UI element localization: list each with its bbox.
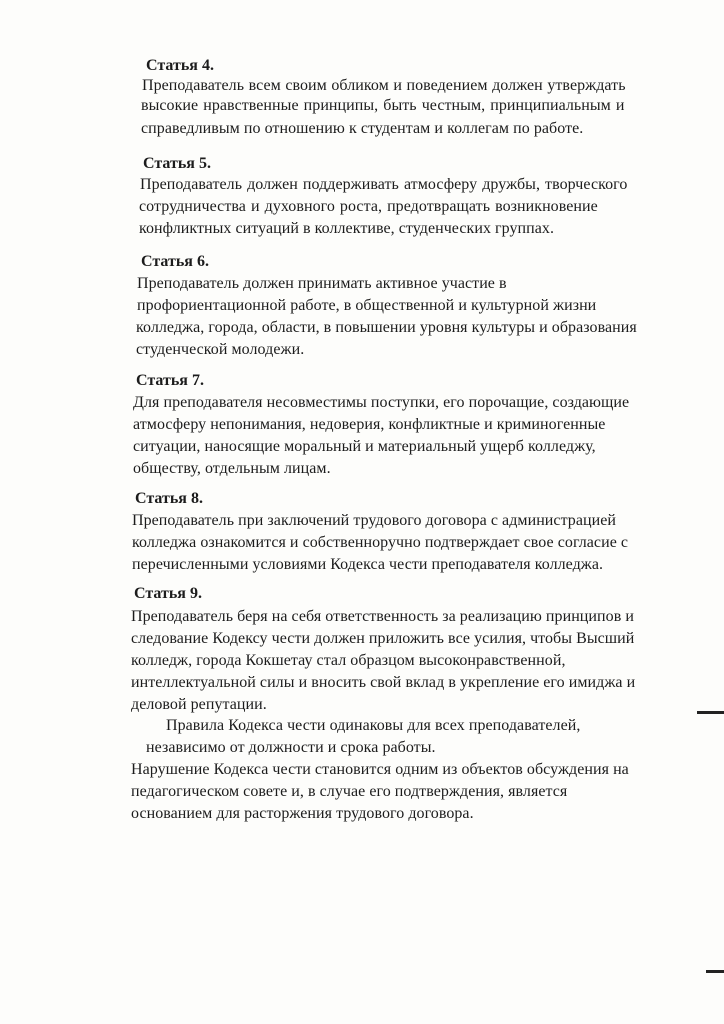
article-5-line: Преподаватель должен поддерживать атмосферу дружбы, творческого bbox=[140, 176, 628, 193]
article-5-heading: Статья 5. bbox=[143, 155, 211, 172]
article-9-line: колледж, города Кокшетау стал образцом высоконравственной, bbox=[131, 652, 566, 669]
article-4-line: справедливым по отношению к студентам и коллегам по работе. bbox=[141, 120, 584, 137]
article-9-line: интеллектуальной силы и вносить свой вклад в укрепление его имиджа и bbox=[131, 674, 636, 691]
article-6-heading: Статья 6. bbox=[141, 253, 209, 270]
article-4-heading: Статья 4. bbox=[146, 57, 214, 74]
article-8-heading: Статья 8. bbox=[135, 490, 203, 507]
article-6-line: Преподаватель должен принимать активное участие в bbox=[137, 275, 507, 292]
article-9-line: Преподаватель беря на себя ответственность за реализацию принципов и bbox=[131, 608, 634, 625]
article-7-line: ситуации, наносящие моральный и материальный ущерб колледжу, bbox=[133, 438, 596, 455]
article-7-heading: Статья 7. bbox=[136, 372, 204, 389]
article-8-line: колледжа ознакомится и собственноручно подтверждает свое согласие с bbox=[132, 534, 629, 551]
article-9-line: педагогическом совете и, в случае его подтверждения, является bbox=[131, 783, 568, 800]
scan-edge-mark bbox=[697, 711, 724, 714]
article-6-line: профориентационной работе, в общественной и культурной жизни bbox=[137, 297, 597, 314]
article-5-line: сотрудничества и духовного роста, предотвращать возникновение bbox=[139, 198, 598, 215]
article-9-line: независимо от должности и срока работы. bbox=[146, 739, 436, 756]
article-8-line: перечисленными условиями Кодекса чести преподавателя колледжа. bbox=[132, 556, 604, 573]
article-7-line: обществу, отдельным лицам. bbox=[133, 460, 331, 477]
article-9-line: Правила Кодекса чести одинаковы для всех преподавателей, bbox=[166, 717, 581, 734]
article-4-line: Преподаватель всем своим обликом и поведением должен утверждать bbox=[142, 77, 626, 94]
article-8-line: Преподаватель при заключений трудового договора с администрацией bbox=[132, 512, 616, 529]
article-9-line: Нарушение Кодекса чести становится одним из объектов обсуждения на bbox=[131, 761, 629, 778]
article-6-line: колледжа, города, области, в повышении уровня культуры и образования bbox=[136, 319, 637, 336]
article-7-line: атмосферу непонимания, недоверия, конфликтные и криминогенные bbox=[133, 416, 606, 433]
article-9-line: следование Кодексу чести должен приложить все усилия, чтобы Высший bbox=[131, 630, 635, 647]
article-4-line: высокие нравственные принципы, быть честным, принципиальным и bbox=[141, 97, 625, 114]
article-9-line: основанием для расторжения трудового договора. bbox=[131, 805, 474, 822]
article-9-heading: Статья 9. bbox=[134, 585, 202, 602]
article-9-line: деловой репутации. bbox=[131, 696, 267, 713]
article-7-line: Для преподавателя несовместимы поступки, его порочащие, создающие bbox=[133, 394, 630, 411]
article-6-line: студенческой молодежи. bbox=[136, 341, 305, 358]
scan-edge-mark bbox=[706, 970, 724, 973]
article-5-line: конфликтных ситуаций в коллективе, студенческих группах. bbox=[139, 220, 555, 237]
